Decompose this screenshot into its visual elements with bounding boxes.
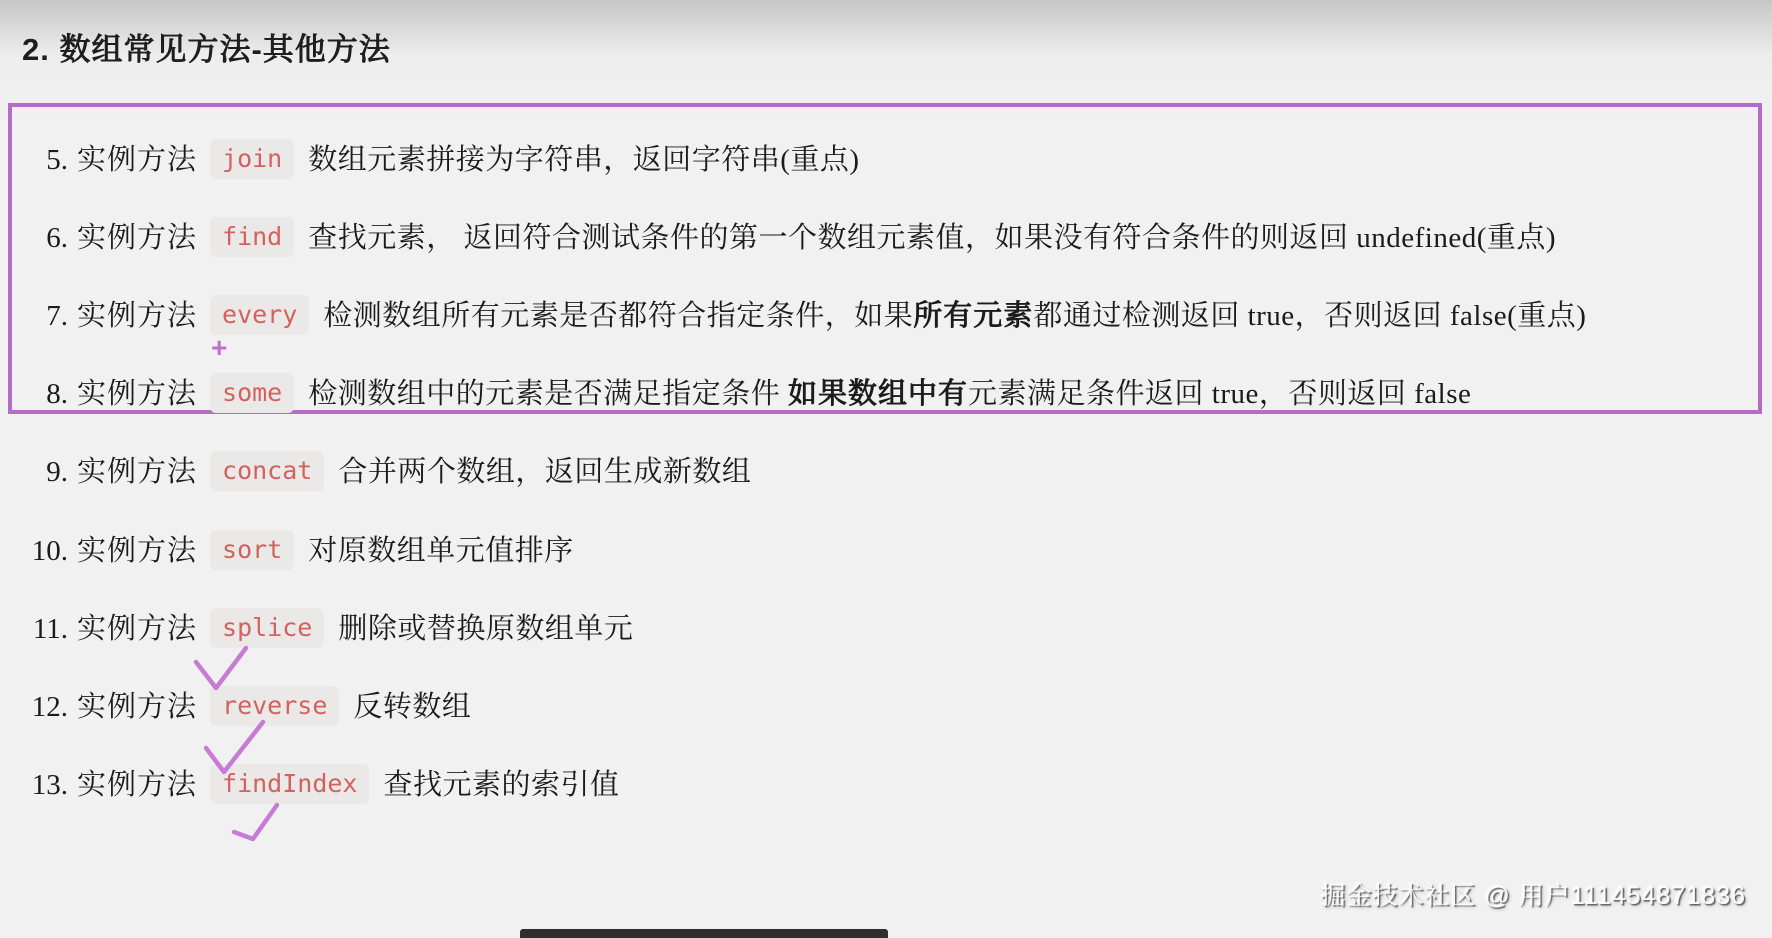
item-description: [308, 378, 1471, 410]
method-code-chip: concat: [210, 451, 324, 491]
list-item: [22, 294, 1756, 338]
item-label: 实例方法: [77, 691, 198, 723]
item-description: [308, 144, 859, 176]
item-number: 11.: [32, 613, 68, 645]
item-description: [308, 535, 574, 567]
item-description-segment: 数组元素拼接为字符串，返回字符串(重点): [308, 144, 860, 176]
checkmark-icon: [234, 805, 277, 839]
item-label: 实例方法: [77, 769, 198, 801]
item-description-segment: 检测数组中的元素是否满足指定条件: [308, 378, 788, 410]
method-code-chip: some: [210, 373, 294, 413]
method-code-chip: reverse: [210, 686, 339, 726]
item-description-segment: 删除或替换原数组单元: [338, 613, 634, 645]
method-code-chip: find: [210, 217, 294, 257]
item-description: [383, 769, 619, 801]
item-number: 12.: [31, 691, 68, 723]
plus-annotation: +: [211, 332, 228, 363]
page-title: 2. 数组常见方法-其他方法: [22, 32, 391, 67]
method-code-chip: join: [210, 139, 294, 179]
method-code-chip: every: [210, 295, 309, 335]
item-description: [338, 613, 633, 645]
checkmark-icon: [196, 648, 246, 688]
item-label: 实例方法: [77, 613, 198, 645]
method-code-chip: findIndex: [210, 764, 369, 804]
item-description-segment: 元素满足条件返回 true，否则返回 false: [968, 378, 1472, 410]
item-description: [308, 222, 1556, 254]
watermark: 掘金技术社区 @ 用户111454871836: [1320, 882, 1746, 910]
item-description-segment: 如果数组中有: [788, 378, 969, 410]
item-label: 实例方法: [77, 222, 198, 254]
method-code-chip: sort: [210, 530, 294, 570]
item-label: 实例方法: [77, 144, 198, 176]
item-number: 6.: [46, 222, 68, 254]
item-description: [323, 300, 1586, 332]
item-label: 实例方法: [77, 535, 198, 567]
item-description-segment: 查找元素的索引值: [383, 769, 620, 801]
list-item: [22, 529, 1756, 573]
list-item: [22, 607, 1756, 651]
item-description-segment: 所有元素: [913, 300, 1034, 332]
item-description-segment: 检测数组所有元素是否都符合指定条件，如果: [323, 300, 914, 332]
item-number: 5.: [46, 144, 68, 176]
item-label: 实例方法: [77, 456, 198, 488]
item-number: 7.: [46, 300, 68, 332]
item-description: [353, 691, 471, 723]
list-item: [22, 216, 1756, 260]
list-item: [22, 372, 1756, 416]
item-description-segment: 对原数组单元值排序: [308, 535, 574, 567]
cutoff-content-bar: [520, 929, 888, 938]
item-description-segment: 合并两个数组，返回生成新数组: [338, 456, 752, 488]
list-item: [22, 450, 1756, 494]
item-description: [338, 456, 751, 488]
item-description-segment: 查找元素， 返回符合测试条件的第一个数组元素值，如果没有符合条件的则返回 undefined(重点): [308, 222, 1557, 254]
item-number: 13.: [31, 769, 68, 801]
item-description-segment: 反转数组: [353, 691, 472, 723]
list-item: [22, 763, 1756, 807]
list-item: [22, 138, 1756, 182]
item-number: 8.: [46, 378, 68, 410]
item-description-segment: 都通过检测返回 true，否则返回 false(重点): [1033, 300, 1587, 332]
list-item: [22, 685, 1756, 729]
item-number: 9.: [46, 456, 68, 488]
item-label: 实例方法: [77, 378, 198, 410]
item-label: 实例方法: [77, 300, 198, 332]
item-number: 10.: [31, 535, 68, 567]
method-code-chip: splice: [210, 608, 324, 648]
